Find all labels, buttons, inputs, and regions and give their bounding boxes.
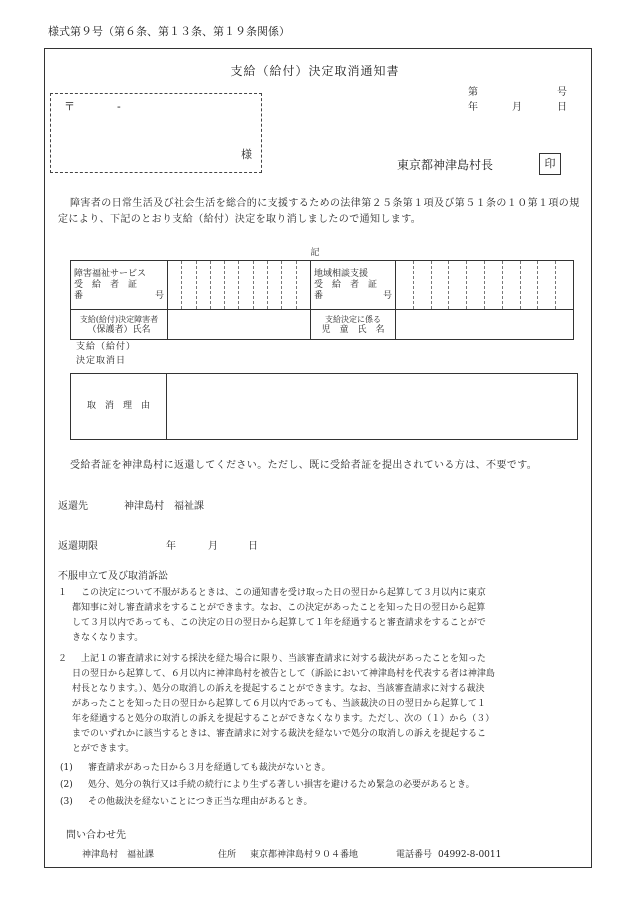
recipient-line2: （保護者）氏名 <box>87 324 151 335</box>
cert-welfare-line2: 受 給 者 証 <box>74 279 138 290</box>
appeal-item1-line1: この決定について不服があるときは、この通知書を受け取った日の翌日から起算して３月以内に東京 <box>81 588 486 598</box>
form-number: 様式第９号（第６条、第１３条、第１９条関係） <box>48 25 290 38</box>
child-line2: 児 童 氏 名 <box>321 324 385 335</box>
return-to-value: 神津島村 福祉課 <box>124 501 204 512</box>
return-to-label: 返還先 <box>58 501 88 512</box>
appeal-sub2-text: 処分、処分の執行又は手続の続行により生ずる著しい損害を避けるため緊急の必要があるとき。 <box>88 780 475 790</box>
child-name-value <box>396 310 574 340</box>
cert-consult-line3b: 号 <box>382 290 392 301</box>
honorific: 様 <box>241 148 252 161</box>
appeal-sub1-no: (1) <box>60 763 73 773</box>
return-notice: 受給者証を神津島村に返還してください。ただし、既に受給者証を提出されている方は、不要です。 <box>70 460 538 471</box>
cert-welfare-number-cells <box>168 261 311 310</box>
child-line1: 支給決定に係る <box>325 314 381 324</box>
appeal-item1-line2: 都知事に対し審査請求をすることができます。なお、この決定があったことを知った日の翌日から起算 <box>72 603 486 613</box>
cert-consult-number-cells <box>396 261 574 310</box>
certificate-table <box>70 260 574 340</box>
deadline-month: 月 <box>208 541 218 552</box>
appeal-sub3-no: (3) <box>60 797 73 807</box>
doc-no-suffix: 号 <box>557 87 567 98</box>
recipient-line1: 支給(給付)決定障害者 <box>79 314 159 324</box>
appeal-sub3-text: その他裁決を経ないことにつき正当な理由があるとき。 <box>88 797 313 807</box>
cert-welfare-line1: 障害福祉サービス <box>74 268 147 279</box>
cancel-date-label <box>76 341 136 367</box>
doc-no-label: 第 <box>468 87 478 98</box>
appeal-item2-line3: 村長となります。）、処分の取消しの訴えを提起することができます。なお、当該審査請求に対する裁決 <box>72 684 485 694</box>
appeal-item2-line5: 年を経過すると処分の取消しの訴えを提起することができなくなります。ただし、次の（１）から（３） <box>72 714 495 724</box>
deadline-day: 日 <box>248 541 258 552</box>
postal-mark: 〒 <box>64 100 75 113</box>
date-month: 月 <box>512 102 522 113</box>
cert-consult-line3a: 番 <box>314 290 324 301</box>
date-year: 年 <box>468 102 478 113</box>
appeal-item2-line6: までのいずれかに該当するときは、審査請求に対する裁決を経ないで処分の取消しの訴えを提起するこ <box>72 729 487 739</box>
cancel-date-line2: 決定取消日 <box>76 356 127 366</box>
appeal-item2-line7: とができます。 <box>72 744 135 754</box>
appeal-item2-line2: 日の翌日から起算して、６月以内に神津島村を被告として（訴訟において神津島村を代表する者は神津島 <box>72 669 495 679</box>
address-window <box>50 93 262 173</box>
recipient-name-label <box>71 310 168 340</box>
appeal-heading: 不服申立て及び取消訴訟 <box>58 571 168 582</box>
contact-phone: 04992-8-0011 <box>438 850 502 860</box>
child-name-label <box>311 310 396 340</box>
cert-consult-line1: 地域相談支援 <box>314 268 369 279</box>
postal-dash: - <box>117 100 121 113</box>
date-day: 日 <box>557 102 567 113</box>
cert-consult-line2: 受 給 者 証 <box>314 279 378 290</box>
contact-address: 東京都神津島村９０４番地 <box>250 850 359 860</box>
reason-label: 取 消 理 由 <box>71 374 167 440</box>
appeal-item1-line3: して３月以内であっても、この決定の日の翌日から起算して１年を経過すると審査請求をすることがで <box>72 618 486 628</box>
appeal-item2-no: ２ <box>58 654 68 664</box>
cert-welfare-label <box>71 261 168 310</box>
seal-mark: 印 <box>539 153 561 175</box>
contact-address-label: 住所 <box>218 850 237 860</box>
document-title: 支給（給付）決定取消通知書 <box>230 64 400 78</box>
appeal-item1-no: １ <box>58 588 68 598</box>
appeal-sub2-no: (2) <box>60 780 73 790</box>
appeal-item1-line4: きなくなります。 <box>72 633 144 643</box>
deadline-label: 返還期限 <box>58 541 98 552</box>
recipient-name-value <box>168 310 311 340</box>
cert-welfare-line3b: 号 <box>154 290 164 301</box>
appeal-item2-line1: 上記１の審査請求に対する採決を経た場合に限り、当該審査請求に対する裁決があったことを知った <box>81 654 486 664</box>
cert-consult-label <box>311 261 396 310</box>
cancel-date-line1: 支給（給付） <box>76 342 137 352</box>
reason-value <box>167 374 578 440</box>
contact-heading: 問い合わせ先 <box>66 830 126 841</box>
reason-table <box>70 373 578 440</box>
cert-welfare-line3a: 番 <box>74 290 84 301</box>
deadline-year: 年 <box>166 541 176 552</box>
ki-label: 記 <box>310 248 320 258</box>
appeal-sub1-text: 審査請求があった日から３月を経過しても裁決がないとき。 <box>88 763 331 773</box>
contact-dept: 神津島村 福祉課 <box>82 850 155 860</box>
appeal-item2-line4: があったことを知った日の翌日から起算して６月以内であっても、当該裁決の日の翌日から起算して１ <box>72 699 486 709</box>
contact-phone-label: 電話番号 <box>396 850 433 860</box>
intro-text: 障害者の日常生活及び社会生活を総合的に支援するための法律第２５条第１項及び第５１条の１０第１項の規定により、下記のとおり支給（給付）決定を取り消しましたので通知します。 <box>58 198 580 225</box>
issuer-name: 東京都神津島村長 <box>397 158 494 172</box>
